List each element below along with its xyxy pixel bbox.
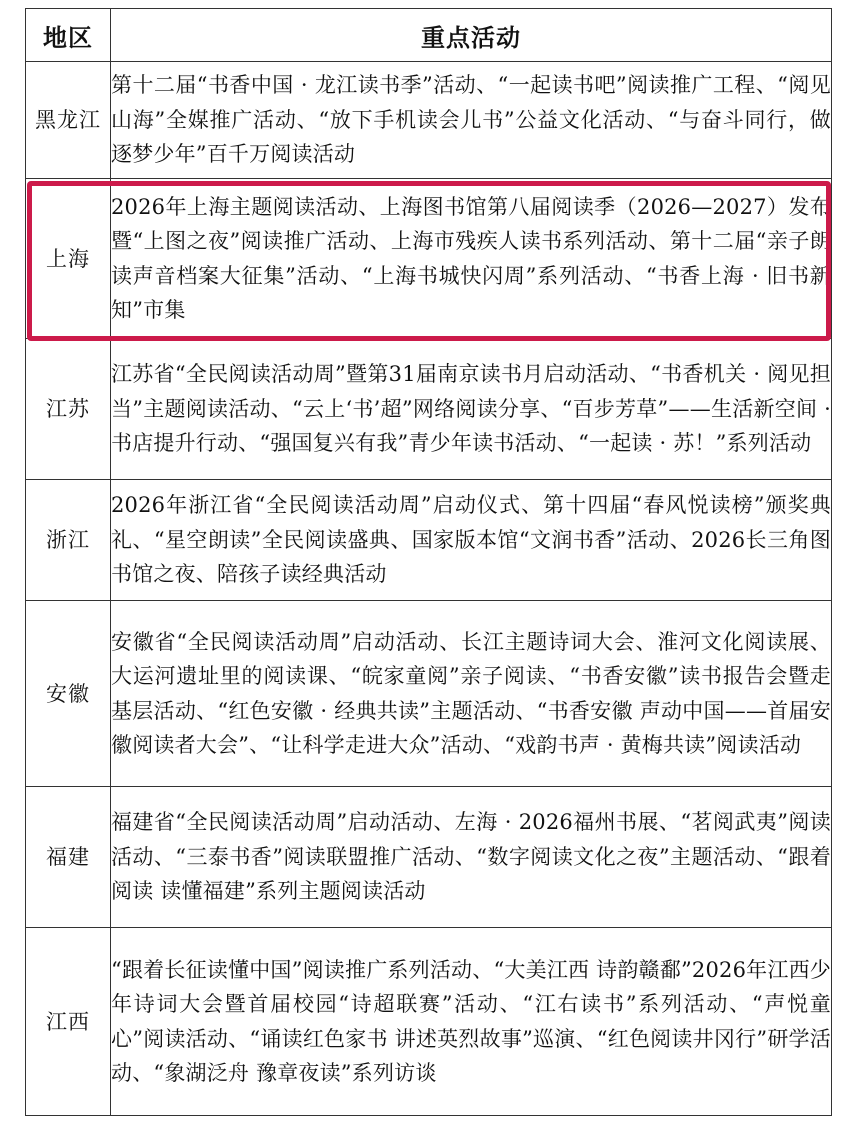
activities-cell: 江苏省“全民阅读活动周”暨第31届南京读书月启动活动、“书香机关 · 阅见担当”主题阅读活动、“云上‘书’超”网络阅读分享、“百步芳草”——生活新空间 · 书店提升行动、“强国复兴有我”青少年读书活动、“一起读 · 苏！”系列活动 — [111, 339, 832, 480]
table-row-anhui — [26, 601, 832, 787]
activities-cell: 福建省“全民阅读活动周”启动活动、左海 · 2026福州书展、“茗阅武夷”阅读活动、“三泰书香”阅读联盟推广活动、“数字阅读文化之夜”主题活动、“跟着阅读 读懂福建”系列主题阅读活动 — [111, 787, 832, 928]
region-cell: 江苏 — [26, 339, 111, 480]
region-cell: 浙江 — [26, 480, 111, 601]
region-cell: 安徽 — [26, 601, 111, 787]
column-header-region: 地区 — [26, 9, 111, 62]
activities-cell: “跟着长征读懂中国”阅读推广系列活动、“大美江西 诗韵赣鄱”2026年江西少年诗词大会暨首届校园“诗超联赛”活动、“江右读书”系列活动、“声悦童心”阅读活动、“诵读红色家书 讲述英烈故事”巡演、“红色阅读井冈行”研学活动、“象湖泛舟 豫章夜读”系列访谈 — [111, 928, 832, 1116]
region-cell: 上海 — [26, 179, 111, 339]
region-cell: 黑龙江 — [26, 62, 111, 179]
table-header-row — [26, 9, 832, 62]
table-row-jiangxi — [26, 928, 832, 1116]
activities-cell: 2026年浙江省“全民阅读活动周”启动仪式、第十四届“春风悦读榜”颁奖典礼、“星空朗读”全民阅读盛典、国家版本馆“文润书香”活动、2026长三角图书馆之夜、陪孩子读经典活动 — [111, 480, 832, 601]
activities-cell: 2026年上海主题阅读活动、上海图书馆第八届阅读季（2026—2027）发布暨“上图之夜”阅读推广活动、上海市残疾人读书系列活动、第十二届“亲子朗读声音档案大征集”活动、“上海书城快闪周”系列活动、“书香上海 · 旧书新知”市集 — [111, 179, 832, 339]
table-row-heilongjiang — [26, 62, 832, 179]
column-header-activities: 重点活动 — [111, 9, 832, 62]
activities-cell: 安徽省“全民阅读活动周”启动活动、长江主题诗词大会、淮河文化阅读展、大运河遗址里的阅读课、“皖家童阅”亲子阅读、“书香安徽”读书报告会暨走基层活动、“红色安徽 · 经典共读”主题活动、“书香安徽 声动中国——首届安徽阅读者大会”、“让科学走进大众”活动、“戏韵书声 · 黄梅共读”阅读活动 — [111, 601, 832, 787]
region-cell: 福建 — [26, 787, 111, 928]
activities-cell: 第十二届“书香中国 · 龙江读书季”活动、“一起读书吧”阅读推广工程、“阅见山海”全媒推广活动、“放下手机读会儿书”公益文化活动、“与奋斗同行，做逐梦少年”百千万阅读活动 — [111, 62, 832, 179]
reading-activities-table — [25, 8, 832, 1116]
table-row-jiangsu — [26, 339, 832, 480]
region-cell: 江西 — [26, 928, 111, 1116]
table-row-shanghai — [26, 179, 832, 339]
table-row-zhejiang — [26, 480, 832, 601]
table-row-fujian — [26, 787, 832, 928]
